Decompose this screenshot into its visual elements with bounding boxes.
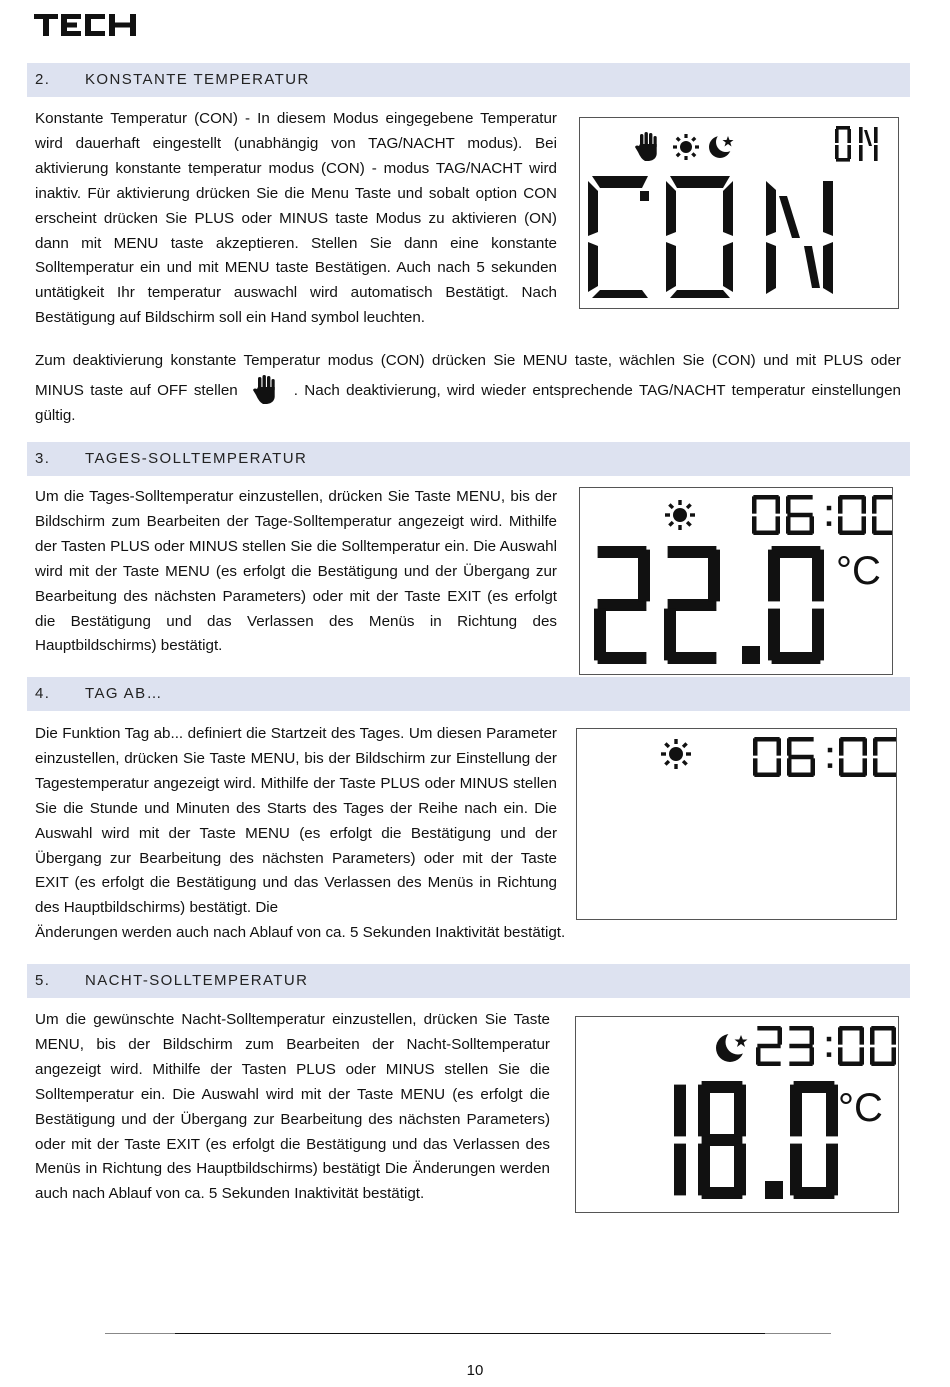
footer-divider-dark [175,1333,765,1334]
unit-celsius: °C [836,549,881,593]
on-indicator [835,126,878,162]
con-display [588,176,833,298]
digit-0 [752,495,780,535]
digit-0 [872,495,892,535]
hand-icon [252,374,278,404]
digit-2 [756,1026,782,1066]
paragraph: Die Funktion Tag ab... definiert die Startzeit des Tages. Um diesen Parameter einzustellen, drücken Sie Taste MENU, bis der Bildschirm zur Einstellung der Tagestemperatur angezeigt wird. Mithilfe der Taste PLUS oder MINUS stellen Sie die Stunde und Minuten des Starts des Tages der Reihe nach ein. Die Auswahl wird mit der Taste MENU (es erfolgt die Bestätigung und der Übergang zur Bearbeitung des nächsten Parameters) oder mit der Taste EXIT (es erfolgt die Bestätigung und das Verlassen des Menüs in Richtung des Hauptbildschirms) bestätigt. Die [35,725,557,917]
decimal-point [742,646,760,664]
colon [827,506,832,526]
lcd-display-nacht [575,1016,899,1213]
temperature-display [674,1081,838,1199]
unit-celsius: °C [838,1086,883,1130]
moon-icon [709,132,736,158]
time-display [753,737,896,777]
section-number: 5. [35,972,51,989]
moon-icon [716,1030,751,1063]
digit-6 [787,737,815,777]
colon [827,1037,832,1057]
digit-0 [768,546,824,664]
digit-6 [786,495,814,535]
section-header-tages [27,442,910,476]
digit-8 [698,1081,746,1199]
paragraph-text: Zum deaktivierung konstante Temperatur modus (CON) drücken Sie MENU taste, wächlen Sie (CON) und mit PLUS oder MINUS taste auf OFF stellen [35,352,901,399]
paragraph-text: . Nach deaktivierung, wird wieder entsprechende TAG/NACHT temperatur einstellungen gültig. [35,381,901,424]
digit-0 [839,737,867,777]
section-title: TAG AB… [85,685,163,702]
digit-1 [674,1085,686,1196]
paragraph-continued: Änderungen werden auch nach Ablauf von ca. 5 Sekunden Inaktivität bestätigt. [35,924,566,941]
letter-o [835,126,851,162]
digit-0 [873,737,896,777]
paragraph: Um die Tages-Solltemperatur einzustellen, drücken Sie Taste MENU, bis der Bildschirm zum Bearbeiten der Tage-Solltemperatur angezeigt wird. Mithilfe der Tasten PLUS oder MINUS stellen Sie die Solltemperatur ein. Die Auswahl wird mit der Taste MENU (es erfolgt die Bestätigung und der Übergang zur Bearbeitung des nächsten Parameters) oder mit der Taste EXIT (es erfolgt die Bestätigung und das Verlassen des Menüs in Richtung des Hauptbildschirms) bestätigt. [35,488,557,655]
colon [828,748,833,768]
lcd-display-con [579,117,899,309]
digit-0 [870,1026,896,1066]
section-title: KONSTANTE TEMPERATUR [85,71,310,88]
section-header-tag-ab [27,677,910,711]
section-number: 3. [35,450,51,467]
decimal-point [765,1181,783,1199]
section-number: 4. [35,685,51,702]
sun-icon [661,739,691,769]
paragraph-deactivation [35,349,901,429]
time-display [752,495,892,535]
tech-logo [34,14,136,36]
section-header-konstante [27,63,910,97]
letter-n [859,127,878,161]
paragraph: Um die gewünschte Nacht-Solltemperatur einzustellen, drücken Sie Taste MENU, bis der Bildschirm zum Bearbeiten der Nacht-Solltemperatur angezeigt wird. Mithilfe der Tasten PLUS oder MINUS stellen Sie die Solltemperatur ein. Die Auswahl wird mit der Taste MENU (es erfolgt die Bestätigung und der Übergang zur Bearbeitung des nächsten Parameters) oder mit der Taste EXIT (es erfolgt die Bestätigung und das Verlassen des Menüs in Richtung des Hauptbildschirms) bestätigt Die Änderungen werden auch nach Ablauf von ca. 5 Sekunden Inaktivität bestätigt. [35,1011,550,1203]
digit-2 [664,546,720,664]
digit-0 [838,1026,864,1066]
hand-icon [635,132,657,161]
digit-0 [838,495,866,535]
page-number: 10 [466,1362,484,1379]
digit-3 [789,1026,814,1066]
digit-2 [594,546,650,664]
sun-icon [673,134,699,160]
time-display [756,1026,896,1066]
paragraph: Konstante Temperatur (CON) - In diesem Modus eingegebene Temperatur wird dauerhaft eingestellt (unabhängig von TAG/NACHT modus). Bei aktivierung konstante temperatur modus (CON) - modus TAG/NACHT wird inaktiv. Für aktivierung drücken Sie die Menu Taste und sobalt option CON erscheint drücken Sie PLUS oder MINUS taste Modus zu aktivieren (ON) dann mit MENU taste akzeptieren. Stellen Sie dann eine konstante Solltemperatur ein und mit MENU taste Bestätigen. Auch nach 5 sekunden untätigkeit Ihr temperatur auswachl wird automatisch Bestätigt. Nach Bestätigung auf Bildschirm soll ein Hand symbol leuchten. [35,110,557,327]
lcd-display-tag-ab [576,728,897,920]
section-number: 2. [35,71,51,88]
section-title: NACHT-SOLLTEMPERATUR [85,972,309,989]
lcd-display-tages [579,487,893,675]
digit-0 [790,1081,838,1199]
temperature-display [594,546,824,664]
section-title: TAGES-SOLLTEMPERATUR [85,450,308,467]
section-header-nacht [27,964,910,998]
digit-0 [753,737,781,777]
sun-icon [665,500,695,530]
